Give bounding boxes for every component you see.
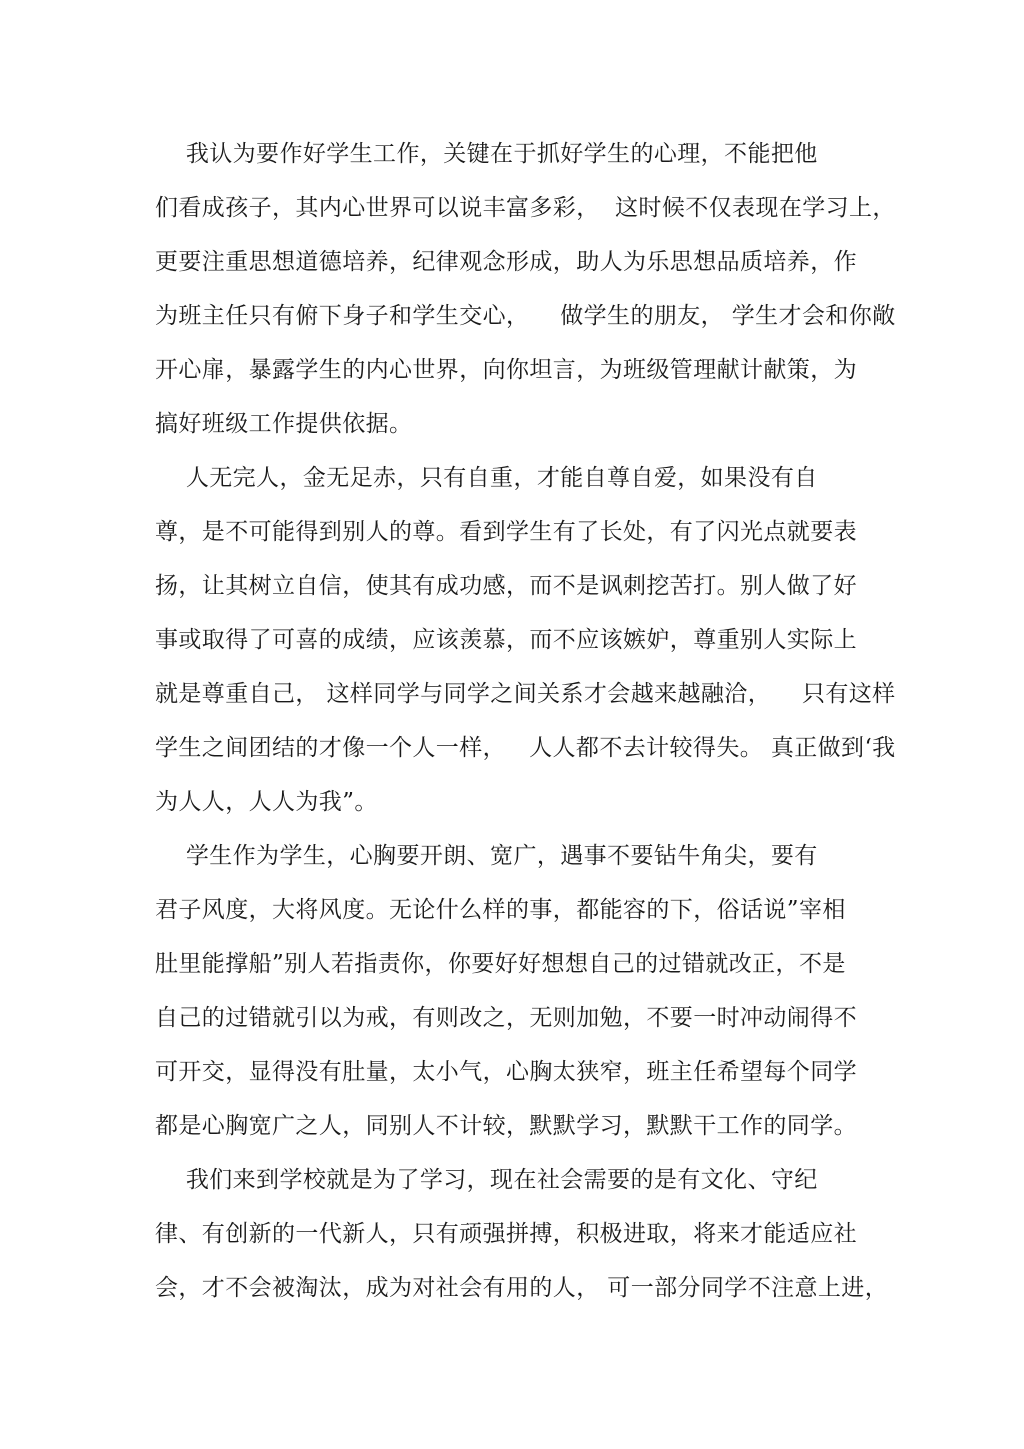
paragraph-3-line-4: 自己的过错就引以为戒，有则改之，无则加勉，不要一时冲动闹得不 xyxy=(155,1005,857,1031)
paragraph-2-line-5: 就是尊重自己， 这样同学与同学之间关系才会越来越融洽， 只有这样 xyxy=(155,681,896,707)
paragraph-3-line-5: 可开交，显得没有肚量，太小气，心胸太狭窄，班主任希望每个同学 xyxy=(155,1059,857,1085)
paragraph-1-line-6: 搞好班级工作提供依据。 xyxy=(155,411,413,437)
paragraph-2-line-1: 人无完人，金无足赤，只有自重，才能自尊自爱，如果没有自 xyxy=(155,465,818,491)
paragraph-1-line-5: 开心扉，暴露学生的内心世界，向你坦言，为班级管理献计献策，为 xyxy=(155,357,857,383)
paragraph-4-line-3: 会，才不会被淘汰，成为对社会有用的人， 可一部分同学不注意上进， xyxy=(155,1275,889,1301)
paragraph-4-line-1: 我们来到学校就是为了学习，现在社会需要的是有文化、守纪 xyxy=(155,1167,818,1193)
paragraph-2-line-4: 事或取得了可喜的成绩，应该羡慕，而不应该嫉妒，尊重别人实际上 xyxy=(155,627,857,653)
paragraph-1-line-2: 们看成孩子，其内心世界可以说丰富多彩， 这时候不仅表现在学习上， xyxy=(155,195,896,221)
paragraph-2-line-3: 扬，让其树立自信，使其有成功感，而不是讽刺挖苦打。别人做了好 xyxy=(155,573,857,599)
paragraph-2-line-7: 为人人，人人为我”。 xyxy=(155,789,378,815)
paragraph-3-line-6: 都是心胸宽广之人，同别人不计较，默默学习，默默干工作的同学。 xyxy=(155,1113,857,1139)
paragraph-2-line-2: 尊，是不可能得到别人的尊。看到学生有了长处，有了闪光点就要表 xyxy=(155,519,857,545)
paragraph-2-line-6: 学生之间团结的才像一个人一样， 人人都不去计较得失。 真正做到‘我 xyxy=(155,735,896,761)
paragraph-1-line-1: 我认为要作好学生工作，关键在于抓好学生的心理，不能把他 xyxy=(155,141,818,167)
paragraph-3-line-1: 学生作为学生，心胸要开朗、宽广，遇事不要钻牛角尖，要有 xyxy=(155,843,818,869)
paragraph-4-line-2: 律、有创新的一代新人，只有顽强拼搏，积极进取，将来才能适应社 xyxy=(155,1221,857,1247)
paragraph-1-line-3: 更要注重思想道德培养，纪律观念形成，助人为乐思想品质培养，作 xyxy=(155,249,857,275)
paragraph-1-line-4: 为班主任只有俯下身子和学生交心， 做学生的朋友， 学生才会和你敞 xyxy=(155,303,896,329)
paragraph-3-line-2: 君子风度，大将风度。无论什么样的事，都能容的下，俗话说”宰相 xyxy=(155,897,846,923)
paragraph-3-line-3: 肚里能撑船”别人若指责你，你要好好想想自己的过错就改正，不是 xyxy=(155,951,846,977)
